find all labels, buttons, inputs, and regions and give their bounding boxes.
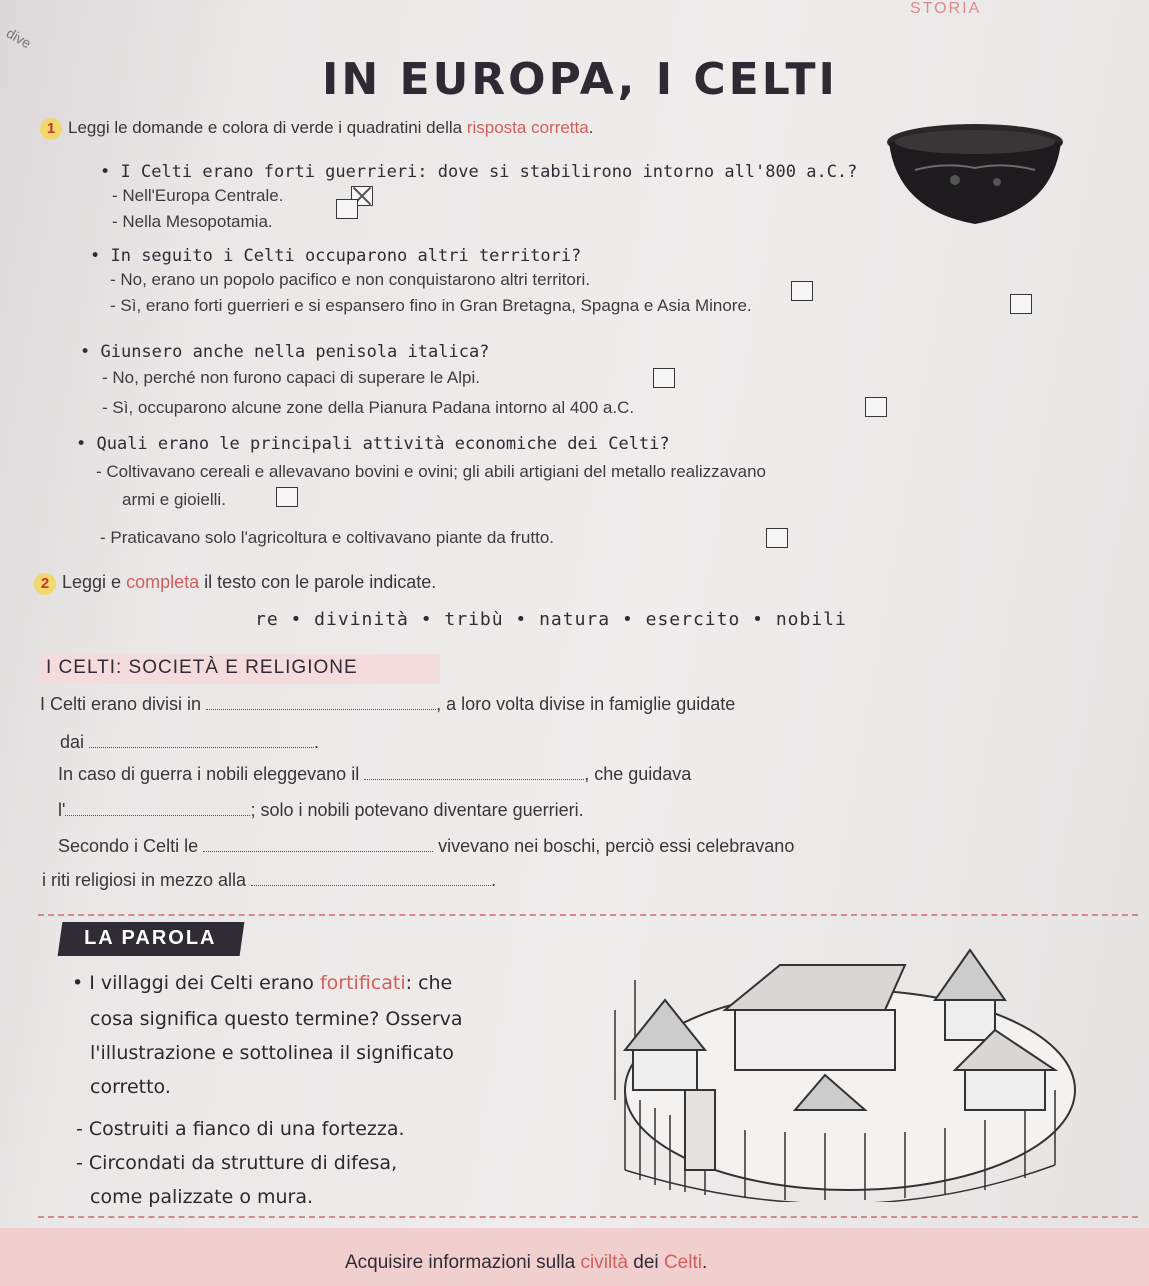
answer-4b: - Praticavano solo l'agricoltura e coltivavano piante da frutto. bbox=[100, 528, 554, 547]
blank-field-4[interactable] bbox=[65, 803, 250, 816]
word-bank: re • divinità • tribù • natura • esercito • nobili bbox=[255, 609, 847, 630]
checkbox-3b[interactable] bbox=[865, 397, 887, 417]
answer-3a: - No, perché non furono capaci di superare le Alpi. bbox=[102, 368, 481, 387]
instruction-text: Leggi le domande e colora di verde i quadratini della bbox=[68, 118, 467, 137]
answer-3b: - Sì, occuparono alcune zone della Pianura Padana intorno al 400 a.C. bbox=[102, 398, 635, 417]
corner-note: dive bbox=[3, 24, 34, 52]
checkbox-1b[interactable] bbox=[336, 199, 358, 219]
answer-2b: - Sì, erano forti guerrieri e si espansero fino in Gran Bretagna, Spagna e Asia Minore. bbox=[110, 296, 752, 315]
question-4: • Quali erano le principali attività economiche dei Celti? bbox=[76, 434, 670, 454]
la-parola-option-1[interactable]: - Costruiti a fianco di una fortezza. bbox=[76, 1118, 405, 1140]
fill-line-4: l' ; solo i nobili potevano diventare guerrieri. bbox=[58, 800, 584, 820]
exercise-2-instruction bbox=[34, 572, 436, 595]
instruction-highlight: risposta corretta bbox=[466, 118, 589, 137]
fill-line-6: i riti religiosi in mezzo alla . bbox=[42, 870, 497, 890]
fill-line-3: In caso di guerra i nobili eleggevano il , che guidava bbox=[58, 764, 692, 784]
question-2: • In seguito i Celti occuparono altri territori? bbox=[90, 246, 582, 266]
celtic-bowl-image bbox=[885, 120, 1065, 230]
blank-field-6[interactable] bbox=[251, 873, 491, 886]
checkbox-2a[interactable] bbox=[791, 281, 813, 301]
footer-text: Acquisire informazioni sulla civiltà dei Celti. bbox=[345, 1252, 708, 1273]
checkbox-4b[interactable] bbox=[766, 528, 788, 548]
section-heading bbox=[40, 654, 440, 684]
answer-4a: - Coltivavano cereali e allevavano bovini e ovini; gli abili artigiani del metallo realizzavano bbox=[96, 462, 766, 481]
answer-1b: - Nella Mesopotamia. bbox=[112, 212, 273, 231]
section-header: STORIA bbox=[910, 0, 982, 17]
blank-field-3[interactable] bbox=[364, 767, 584, 780]
blank-field-2[interactable] bbox=[89, 735, 314, 748]
instruction-highlight: completa bbox=[126, 572, 200, 592]
instruction-text: Leggi e bbox=[62, 572, 127, 592]
la-parola-option-2-continued[interactable]: come palizzate o mura. bbox=[90, 1186, 314, 1208]
blank-field-5[interactable] bbox=[203, 839, 433, 852]
checkbox-2b[interactable] bbox=[1010, 294, 1032, 314]
celtic-village-illustration bbox=[595, 940, 1080, 1202]
checkbox-4a[interactable] bbox=[276, 487, 298, 507]
la-parola-tag bbox=[58, 922, 245, 956]
question-1: • I Celti erano forti guerrieri: dove si stabilirono intorno all'800 a.C.? bbox=[100, 162, 858, 182]
fill-line-5: Secondo i Celti le vivevano nei boschi, perciò essi celebravano bbox=[58, 836, 795, 856]
checkbox-3a[interactable] bbox=[653, 368, 675, 388]
question-3: • Giunsero anche nella penisola italica? bbox=[80, 342, 490, 362]
la-parola-option-2[interactable]: - Circondati da strutture di difesa, bbox=[76, 1152, 398, 1174]
answer-4a-continued: armi e gioielli. bbox=[122, 490, 226, 509]
exercise-number: 1 bbox=[40, 118, 62, 140]
fill-line-2: dai . bbox=[60, 732, 320, 752]
instruction-end: . bbox=[588, 118, 594, 137]
page-title: IN EUROPA, I CELTI bbox=[322, 54, 838, 105]
answer-1a: - Nell'Europa Centrale. bbox=[112, 186, 284, 205]
la-parola-intro: • I villaggi dei Celti erano fortificati: che bbox=[72, 972, 453, 994]
la-parola-line-2: cosa significa questo termine? Osserva bbox=[90, 1008, 463, 1030]
fill-line-1: I Celti erano divisi in , a loro volta divise in famiglie guidate bbox=[40, 694, 736, 714]
blank-field-1[interactable] bbox=[206, 697, 436, 710]
exercise-1-instruction bbox=[40, 118, 593, 140]
la-parola-line-3: l'illustrazione e sottolinea il significato bbox=[90, 1042, 454, 1064]
section-heading-text: I CELTI: SOCIETÀ E RELIGIONE bbox=[46, 657, 358, 678]
la-parola-line-4: corretto. bbox=[90, 1076, 171, 1098]
la-parola-tag-text: LA PAROLA bbox=[84, 927, 217, 949]
exercise-number: 2 bbox=[34, 573, 56, 595]
instruction-end: il testo con le parole indicate. bbox=[199, 572, 437, 592]
answer-2a: - No, erano un popolo pacifico e non conquistarono altri territori. bbox=[110, 270, 591, 289]
